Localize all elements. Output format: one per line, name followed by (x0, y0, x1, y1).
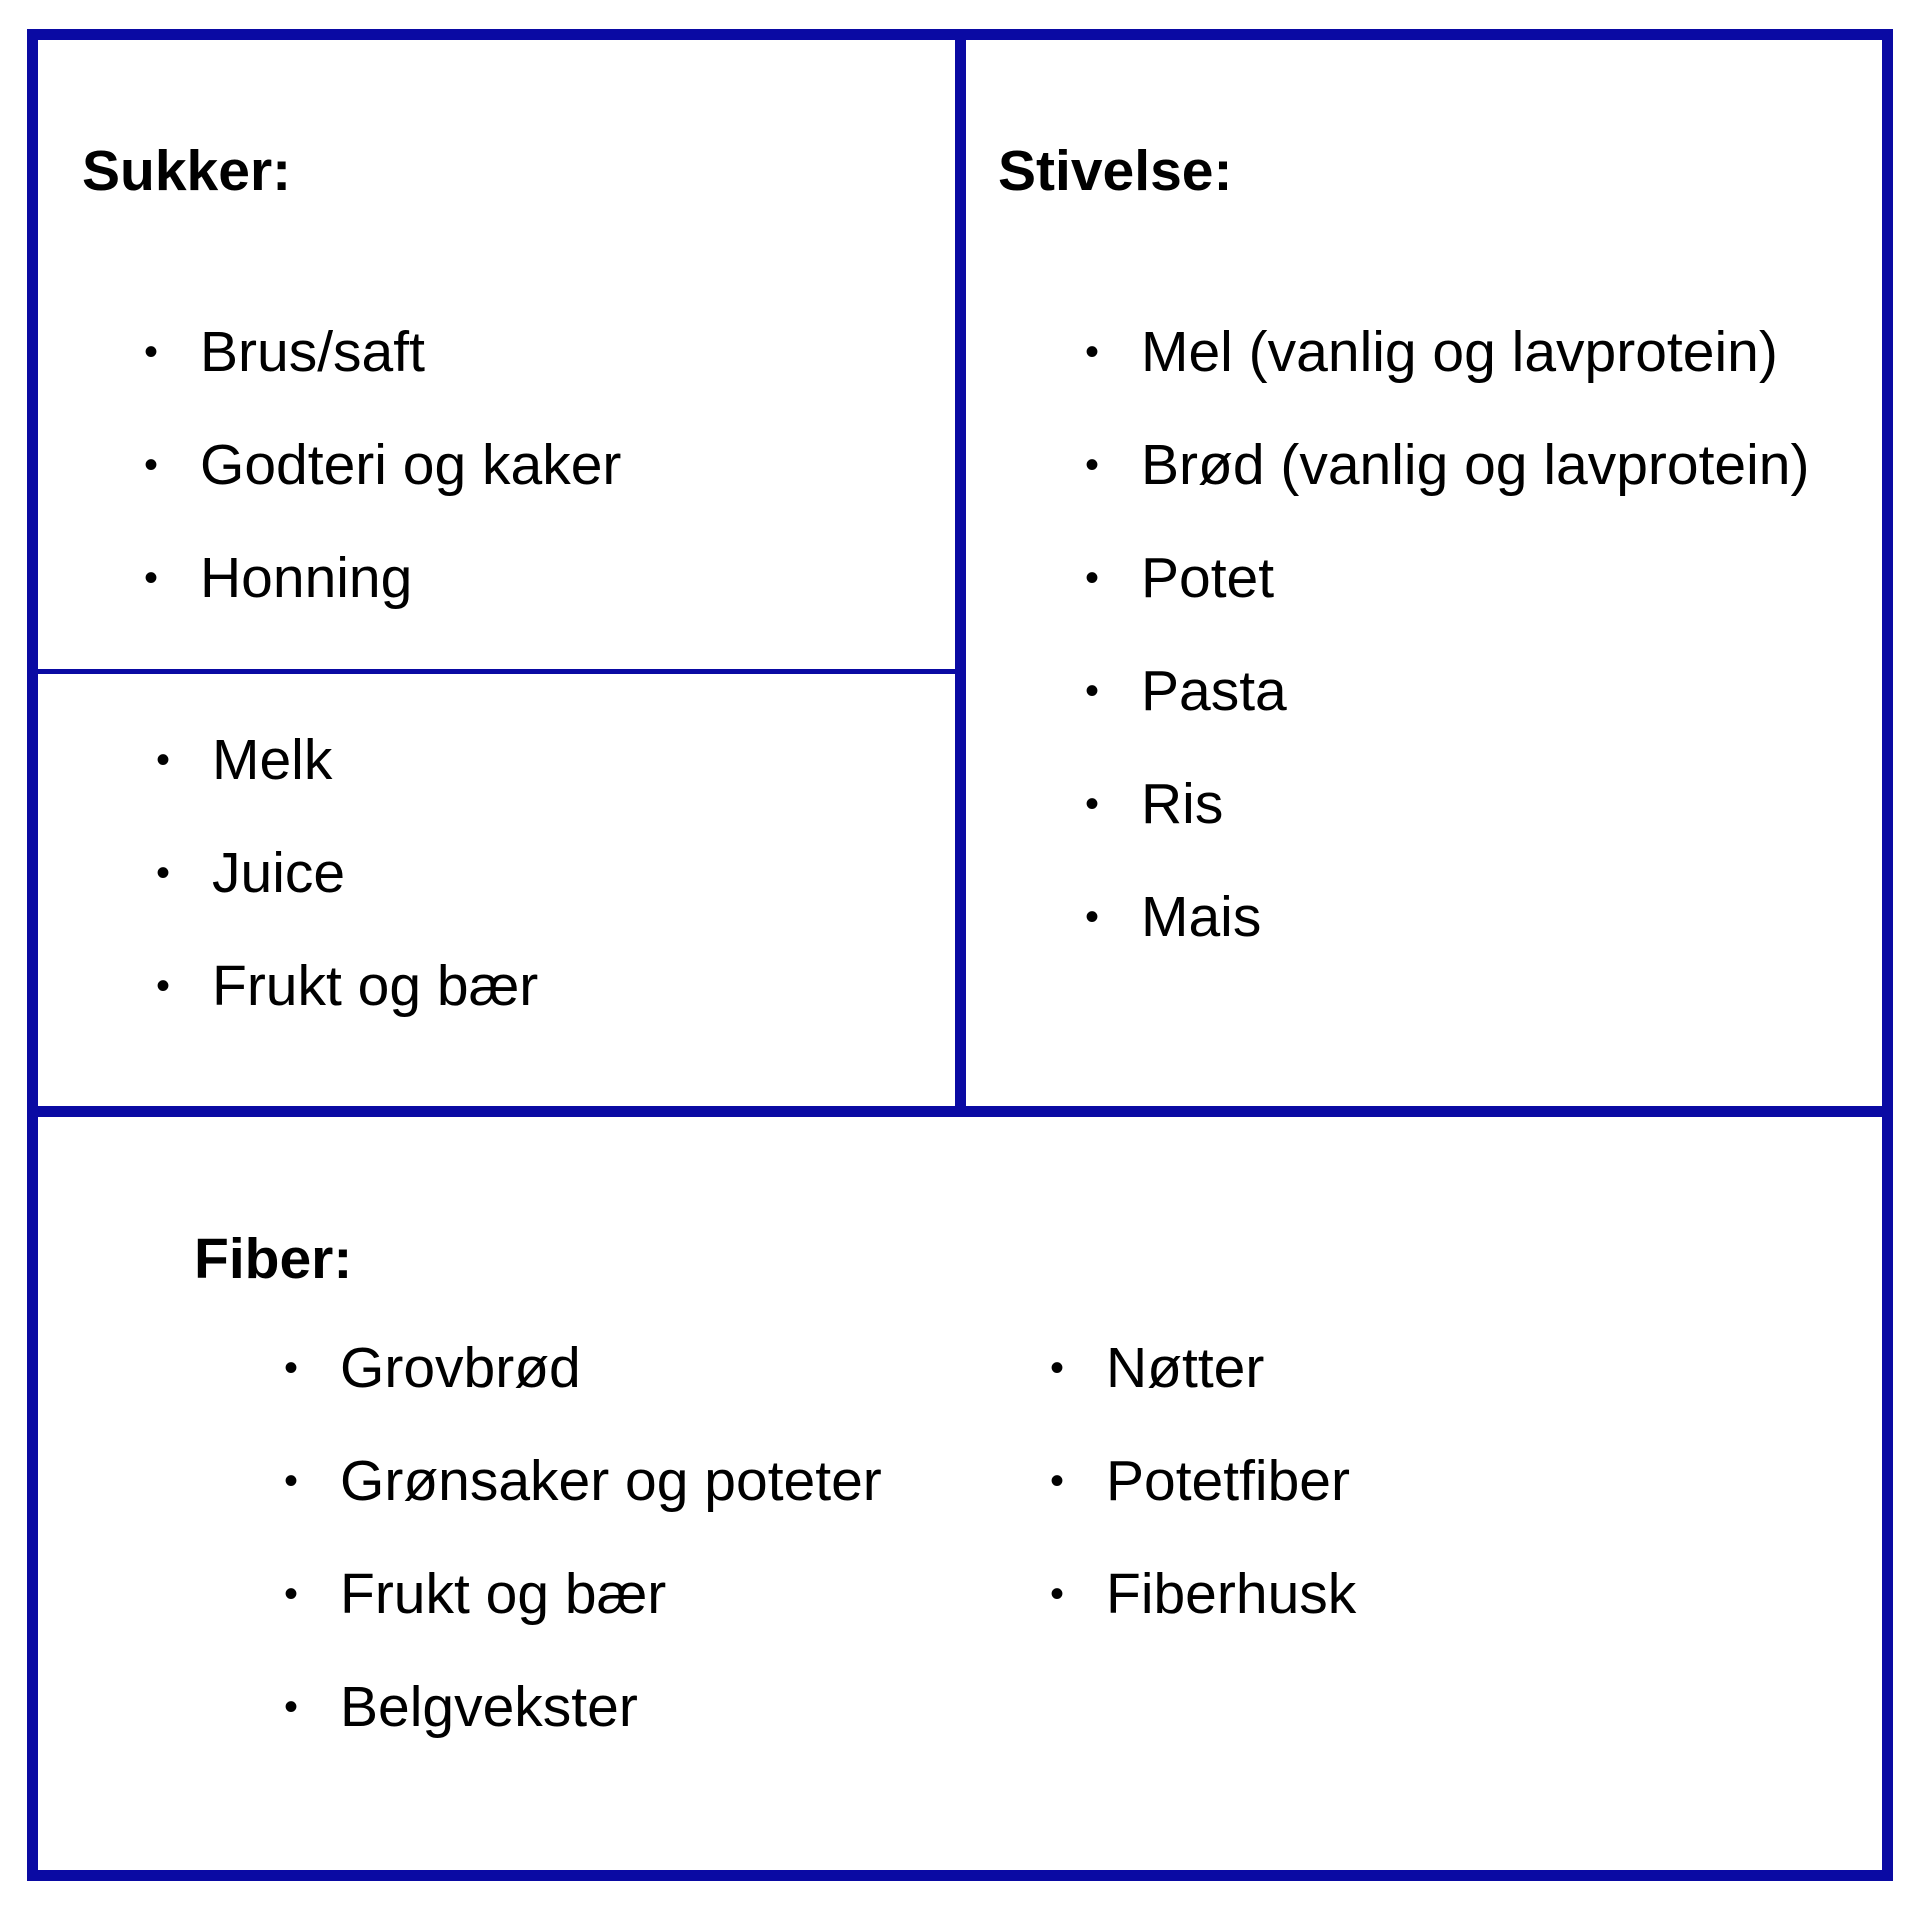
list-item (284, 1312, 882, 1425)
list-item-label: Belgvekster (340, 1675, 638, 1739)
bullet-icon: • (1050, 1346, 1065, 1390)
sukker-heading: Sukker: (82, 139, 292, 203)
list-item (156, 817, 538, 930)
list-item (284, 1538, 882, 1651)
fiber-list-right (1050, 1312, 1356, 1651)
sukker-natural-list (156, 704, 538, 1043)
list-item-label: Brød (vanlig og lavprotein) (1141, 433, 1810, 497)
bullet-icon: • (284, 1459, 299, 1503)
frame-border-right (1882, 29, 1893, 1881)
list-item (1050, 1312, 1356, 1425)
bullet-icon: • (144, 443, 159, 487)
sukker-list (144, 296, 621, 635)
list-item (144, 409, 621, 522)
frame-border-left (27, 29, 38, 1881)
bullet-icon: • (144, 330, 159, 374)
list-item-label: Honning (200, 546, 413, 610)
list-item (1085, 296, 1809, 409)
bullet-icon: • (1050, 1572, 1065, 1616)
list-item (284, 1651, 882, 1764)
list-item-label: Melk (212, 728, 333, 792)
bullet-icon: • (1085, 443, 1100, 487)
bullet-icon: • (284, 1572, 299, 1616)
fiber-heading: Fiber: (194, 1227, 353, 1291)
list-item (1085, 748, 1809, 861)
list-item (1085, 861, 1809, 974)
list-item (144, 522, 621, 635)
bullet-icon: • (1085, 330, 1100, 374)
list-item-label: Nøtter (1106, 1336, 1265, 1400)
list-item-label: Potet (1141, 546, 1275, 610)
fiber-list-left (284, 1312, 882, 1764)
list-item-label: Mais (1141, 885, 1262, 949)
bullet-icon: • (156, 964, 171, 1008)
list-item-label: Grønsaker og poteter (340, 1449, 882, 1513)
bullet-icon: • (1050, 1459, 1065, 1503)
bullet-icon: • (284, 1685, 299, 1729)
bullet-icon: • (1085, 782, 1100, 826)
bullet-icon: • (1085, 669, 1100, 713)
stivelse-list (1085, 296, 1809, 974)
list-item-label: Mel (vanlig og lavprotein) (1141, 320, 1778, 384)
bullet-icon: • (1085, 556, 1100, 600)
list-item-label: Juice (212, 841, 346, 905)
list-item-label: Grovbrød (340, 1336, 581, 1400)
list-item-label: Frukt og bær (340, 1562, 667, 1626)
frame-border-bottom (27, 1870, 1893, 1881)
bullet-icon: • (284, 1346, 299, 1390)
list-item (156, 704, 538, 817)
list-item-label: Fiberhusk (1106, 1562, 1357, 1626)
stivelse-heading: Stivelse: (998, 139, 1233, 203)
list-item-label: Ris (1141, 772, 1224, 836)
list-item-label: Godteri og kaker (200, 433, 622, 497)
bullet-icon: • (144, 556, 159, 600)
list-item-label: Frukt og bær (212, 954, 539, 1018)
bullet-icon: • (156, 738, 171, 782)
list-item-label: Pasta (1141, 659, 1287, 723)
vertical-divider (955, 29, 966, 1112)
list-item (1085, 522, 1809, 635)
horizontal-divider-bottom (27, 1106, 1893, 1117)
list-item-label: Potetfiber (1106, 1449, 1350, 1513)
list-item (144, 296, 621, 409)
bullet-icon: • (1085, 895, 1100, 939)
list-item (1085, 409, 1809, 522)
list-item (1085, 635, 1809, 748)
list-item (1050, 1425, 1356, 1538)
list-item (1050, 1538, 1356, 1651)
list-item-label: Brus/saft (200, 320, 425, 384)
bullet-icon: • (156, 851, 171, 895)
list-item (156, 930, 538, 1043)
sukker-subdivider (38, 669, 955, 674)
list-item (284, 1425, 882, 1538)
